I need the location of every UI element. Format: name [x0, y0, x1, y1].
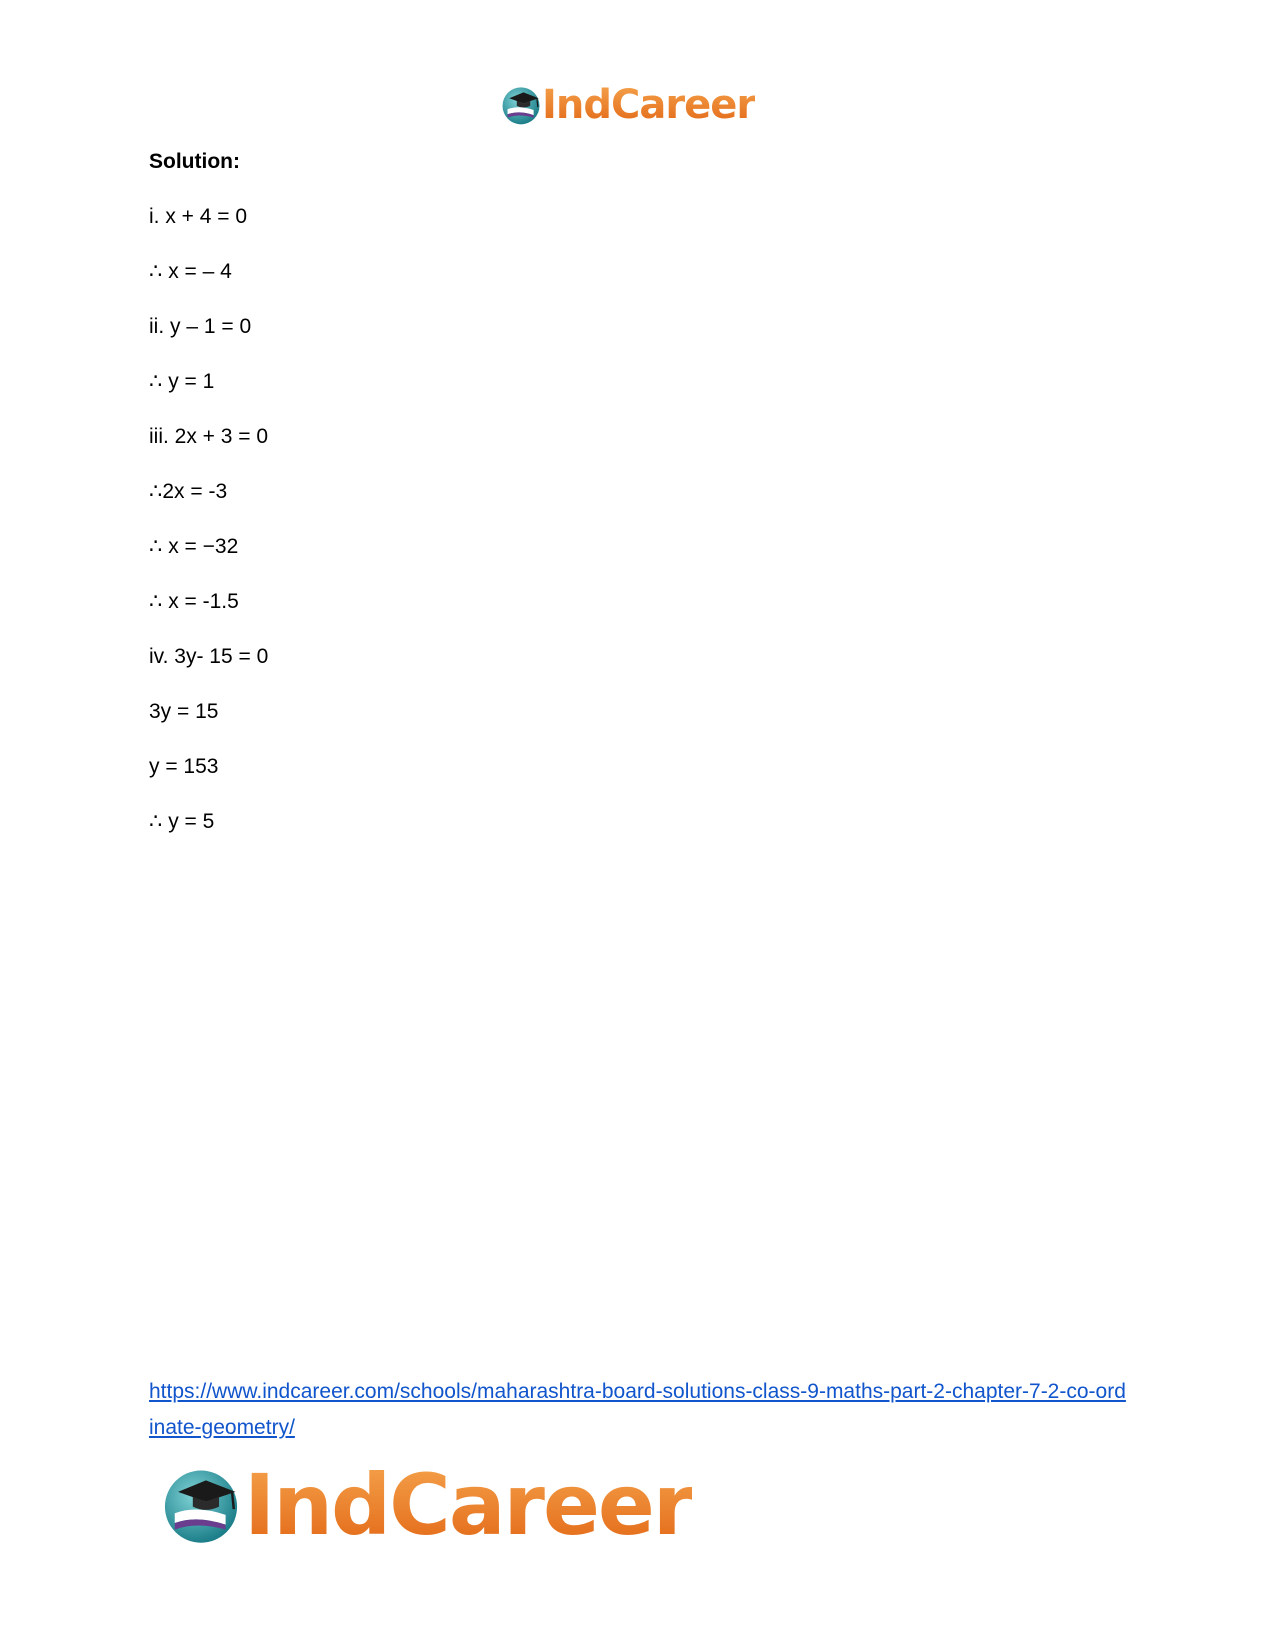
- footer-source-link[interactable]: https://www.indcareer.com/schools/maharashtra-board-solutions-class-9-maths-part-2-chapter-7-2-co-ordinate-geometry/: [149, 1380, 1126, 1439]
- solution-line: ∴ y = 5: [149, 810, 215, 833]
- solution-line: ∴ x = – 4: [149, 260, 232, 283]
- solution-line: ∴ x = −32: [149, 535, 239, 558]
- solution-line: ii. y – 1 = 0: [149, 315, 252, 338]
- graduation-cap-book-globe-icon: [500, 84, 542, 126]
- solution-content: [149, 148, 1149, 863]
- solution-line: iii. 2x + 3 = 0: [149, 425, 269, 448]
- solution-line: iv. 3y- 15 = 0: [149, 645, 269, 668]
- footer-logo: [160, 1455, 692, 1555]
- solution-line: 3y = 15: [149, 700, 219, 723]
- brand-name: IndCareer: [244, 1456, 693, 1554]
- solution-line: ∴ x = -1.5: [149, 590, 239, 613]
- graduation-cap-book-globe-icon: [160, 1464, 242, 1546]
- solution-heading: Solution:: [149, 150, 240, 173]
- header-logo: [500, 80, 755, 130]
- solution-line: y = 153: [149, 755, 219, 778]
- solution-line: i. x + 4 = 0: [149, 205, 248, 228]
- brand-name: IndCareer: [542, 82, 756, 128]
- solution-line: ∴2x = -3: [149, 480, 228, 503]
- solution-line: ∴ y = 1: [149, 370, 215, 393]
